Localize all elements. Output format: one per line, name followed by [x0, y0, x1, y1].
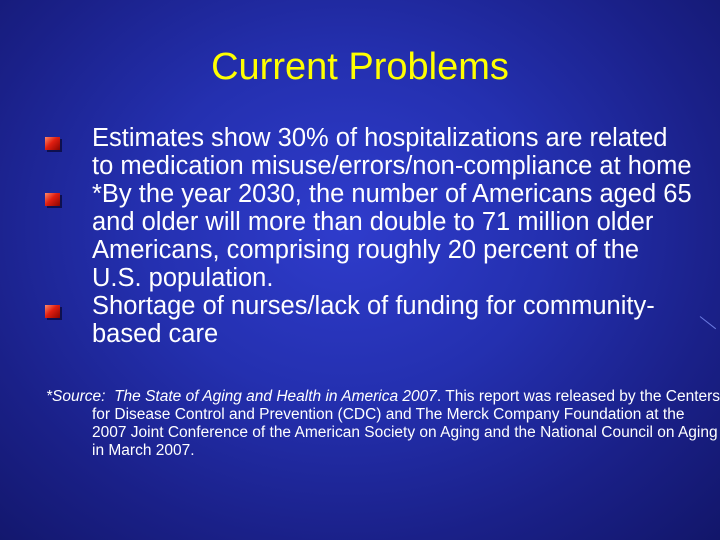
bullet-item-nurse-shortage — [44, 292, 694, 348]
bullet-list — [44, 124, 694, 348]
source-report-title: The State of Aging and Health in America 2007 — [114, 388, 437, 405]
source-prefix: *Source: — [46, 388, 115, 405]
source-note — [46, 388, 720, 460]
bullet-text: *By the year 2030, the number of Americans aged 65 and older will more than double to 71 million older Americans, comprising roughly 20 percent of the U.S. population. — [92, 180, 692, 292]
bullet-text: Estimates show 30% of hospitalizations are related to medication misuse/errors/non-compliance at home — [92, 124, 692, 180]
source-details: . This report was released by the Centers for Disease Control and Prevention (CDC) and The Merck Company Foundation at the 2007 Joint Conference of the American Society on Aging and the National Council on Aging in March 2007. — [92, 388, 720, 459]
red-square-bullet-icon — [45, 137, 60, 150]
red-square-bullet-icon — [45, 193, 60, 206]
bullet-item-hospitalizations — [44, 124, 694, 180]
red-square-bullet-icon — [45, 305, 60, 318]
bullet-item-americans-2030 — [44, 180, 694, 292]
slide-title: Current Problems — [211, 46, 509, 88]
decorative-line — [700, 316, 716, 329]
bullet-text: Shortage of nurses/lack of funding for community-based care — [92, 292, 655, 348]
